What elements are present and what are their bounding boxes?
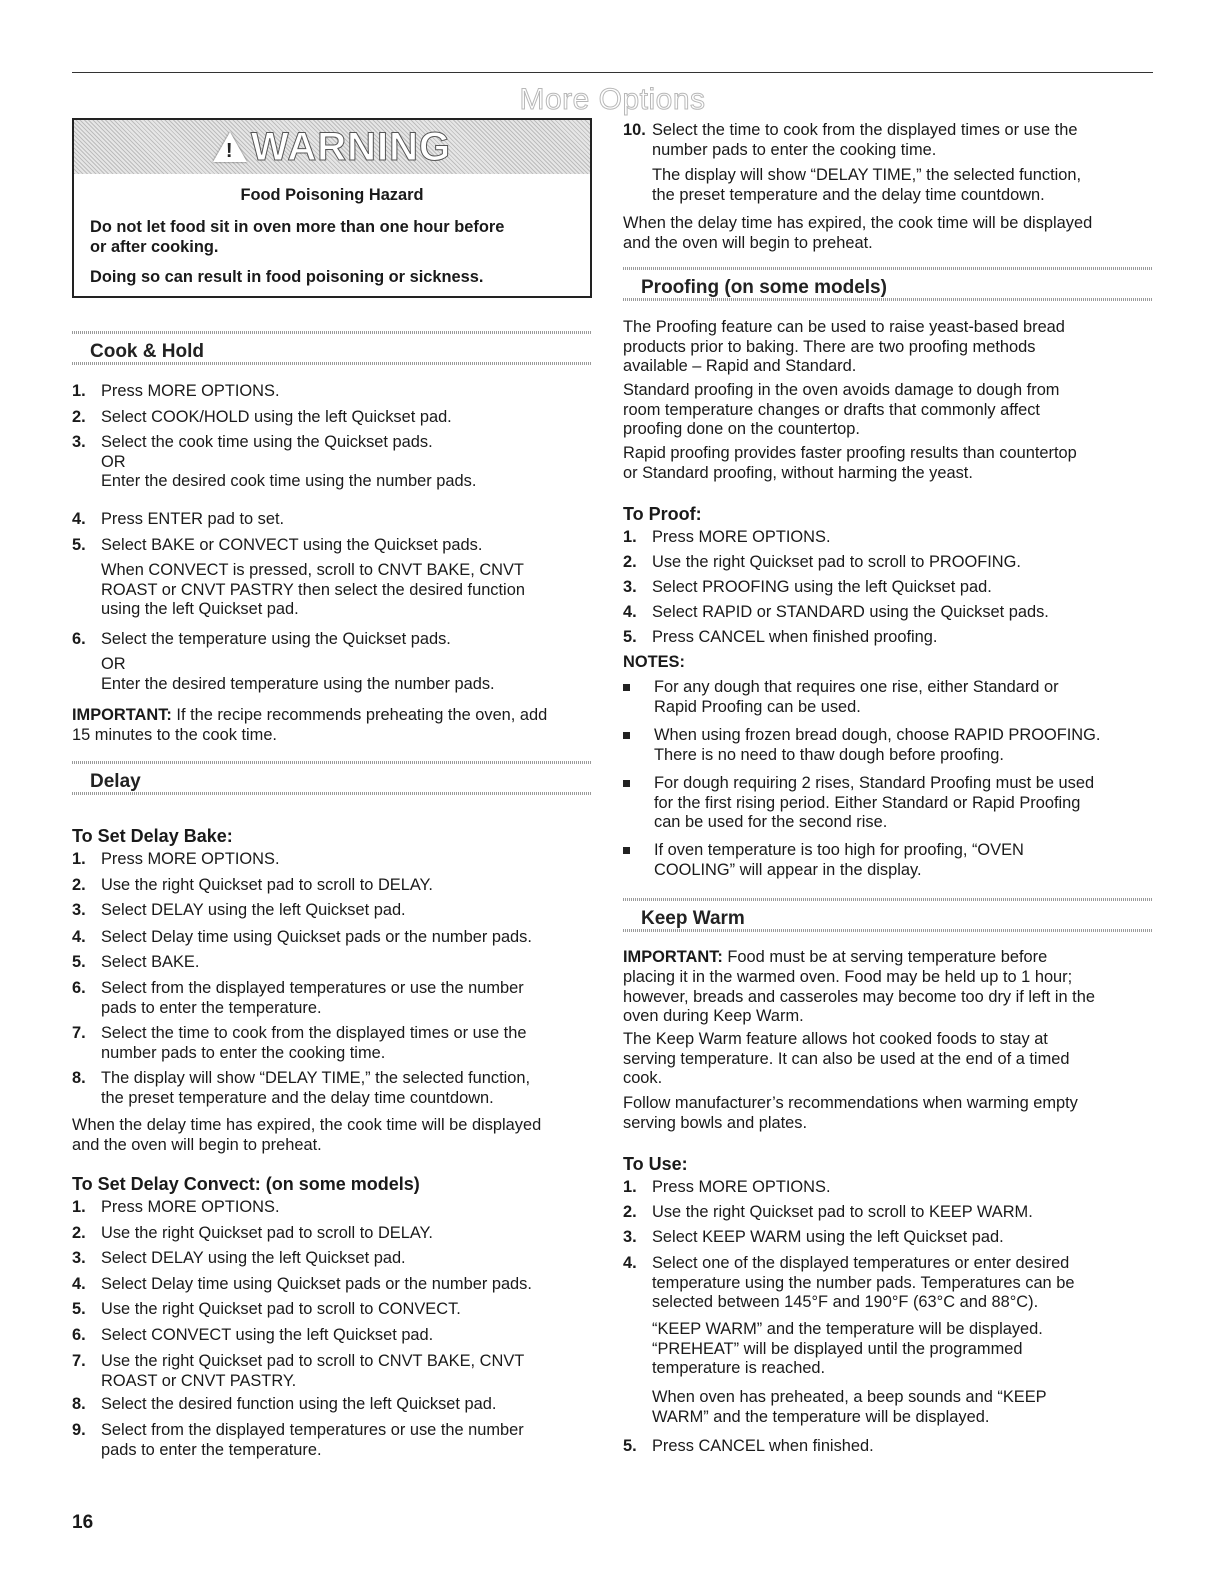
- bullet-square-icon: [623, 732, 630, 739]
- step-number: 3.: [623, 578, 637, 596]
- note-text: For dough requiring 2 rises, Standard Proofing must be used for the first rising period. Either Standard or Rapid Proofing can be used for the second rise.: [654, 774, 1095, 831]
- step-number: 3.: [72, 901, 86, 919]
- step-number: 1.: [72, 1198, 86, 1216]
- section-header-cook-hold: [72, 327, 592, 369]
- step-text: Use the right Quickset pad to scroll to CNVT BAKE, CNVT ROAST or CNVT PASTRY.: [101, 1352, 525, 1390]
- step-text: Select the cook time using the Quickset pads. OR Enter the desired cook time using the number pads.: [101, 433, 477, 490]
- step-number: 2.: [623, 553, 637, 571]
- step-text: Press MORE OPTIONS.: [101, 1198, 280, 1216]
- step-text: Select the time to cook from the displayed times or use the number pads to enter the cooking time.: [101, 1024, 527, 1062]
- keep-warm-recommend: Follow manufacturer’s recommendations when warming empty serving bowls and plates.: [623, 1094, 1078, 1132]
- step-text: The display will show “DELAY TIME,” the selected function, the preset temperature and the delay time countdown.: [101, 1069, 531, 1107]
- step-number: 5.: [72, 1300, 86, 1318]
- step-text: Select from the displayed temperatures or use the number pads to enter the temperature.: [101, 979, 524, 1017]
- keep-warm-desc: The Keep Warm feature allows hot cooked foods to stay at serving temperature. It can also be used at the end of a timed cook.: [623, 1030, 1070, 1087]
- section-title: Delay: [90, 771, 141, 792]
- step-text: Use the right Quickset pad to scroll to PROOFING.: [652, 553, 1021, 571]
- step-text: “KEEP WARM” and the temperature will be displayed. “PREHEAT” will be displayed until the programmed temperature is reached.: [652, 1320, 1043, 1377]
- important-note: [72, 706, 594, 726]
- step-number: 9.: [72, 1421, 86, 1439]
- step-text: The display will show “DELAY TIME,” the selected function, the preset temperature and the delay time countdown.: [652, 166, 1082, 204]
- subheading-delay-bake: To Set Delay Bake:: [72, 826, 233, 846]
- step-number: 3.: [72, 1249, 86, 1267]
- step-text: Select from the displayed temperatures or use the number pads to enter the temperature.: [101, 1421, 524, 1459]
- section-header-keep-warm: [623, 894, 1153, 936]
- step-text: Select CONVECT using the left Quickset pad.: [101, 1326, 434, 1344]
- step-text: When oven has preheated, a beep sounds and “KEEP WARM” and the temperature will be displayed.: [652, 1388, 1047, 1426]
- step-number: 1.: [72, 850, 86, 868]
- step-text: Select BAKE or CONVECT using the Quickset pads.: [101, 536, 483, 554]
- step-number: 8.: [72, 1069, 86, 1087]
- step-number: 1.: [623, 528, 637, 546]
- step-number: 4.: [623, 603, 637, 621]
- keep-warm-important-cont: placing it in the warmed oven. Food may be held up to 1 hour; however, breads and casseroles may become too dry if left in the oven during Keep Warm.: [623, 968, 1095, 1025]
- step-number: 4.: [72, 510, 86, 528]
- keep-warm-important: [623, 948, 1153, 968]
- step-number: 5.: [72, 953, 86, 971]
- step-text: When CONVECT is pressed, scroll to CNVT BAKE, CNVT ROAST or CNVT PASTRY then select the desired function using the left Quickset pad.: [101, 561, 525, 618]
- step-text: Select one of the displayed temperatures or enter desired temperature using the number pads. Temperatures can be selected between 145°F and 190°F (63°C and 88°C).: [652, 1254, 1075, 1311]
- section-title: Proofing (on some models): [641, 277, 887, 298]
- step-number: 6.: [72, 1326, 86, 1344]
- warning-box: [72, 118, 592, 298]
- step-number: 1.: [72, 382, 86, 400]
- subheading-to-proof: To Proof:: [623, 504, 702, 524]
- step-number: 1.: [623, 1178, 637, 1196]
- important-text: Food must be at serving temperature before: [722, 948, 1048, 966]
- step-text: OR Enter the desired temperature using the number pads.: [101, 655, 495, 693]
- proofing-rapid: Rapid proofing provides faster proofing results than countertop or Standard proofing, without harming the yeast.: [623, 444, 1077, 482]
- section-title: Cook & Hold: [90, 341, 204, 362]
- important-label: IMPORTANT:: [623, 948, 723, 966]
- bullet-square-icon: [623, 684, 630, 691]
- note-text: If oven temperature is too high for proofing, “OVEN COOLING” will appear in the display.: [654, 841, 1024, 879]
- hazard-line: or after cooking.: [90, 238, 219, 256]
- subheading-delay-convect: To Set Delay Convect: (on some models): [72, 1174, 420, 1194]
- hazard-title: Food Poisoning Hazard: [240, 186, 424, 204]
- step-text: Use the right Quickset pad to scroll to DELAY.: [101, 876, 433, 894]
- step-number: 8.: [72, 1395, 86, 1413]
- notes-label: NOTES:: [623, 653, 685, 671]
- section-header-proofing: [623, 263, 1153, 305]
- step-text: Select RAPID or STANDARD using the Quickset pads.: [652, 603, 1049, 621]
- hazard-line: Do not let food sit in oven more than one hour before: [90, 218, 505, 236]
- page-title: More Options: [519, 83, 706, 116]
- step-number: 10.: [623, 121, 646, 139]
- step-text: Press CANCEL when finished proofing.: [652, 628, 938, 646]
- page-number: 16: [72, 1512, 94, 1533]
- step-text: Use the right Quickset pad to scroll to CONVECT.: [101, 1300, 461, 1318]
- step-number: 4.: [72, 1275, 86, 1293]
- top-rule: [72, 72, 1153, 73]
- step-number: 6.: [72, 630, 86, 648]
- step-text: Select the desired function using the left Quickset pad.: [101, 1395, 497, 1413]
- step-text: Select COOK/HOLD using the left Quickset pad.: [101, 408, 452, 426]
- proofing-standard: Standard proofing in the oven avoids damage to dough from room temperature changes or drafts that commonly affect proofing done on the countertop.: [623, 381, 1060, 438]
- warning-banner: [74, 120, 590, 174]
- warning-label: WARNING: [250, 124, 452, 169]
- step-text: Press MORE OPTIONS.: [652, 528, 831, 546]
- step-text: Press MORE OPTIONS.: [101, 850, 280, 868]
- note-text: For any dough that requires one rise, either Standard or Rapid Proofing can be used.: [654, 678, 1059, 716]
- step-text: Press ENTER pad to set.: [101, 510, 285, 528]
- step-number: 5.: [623, 1437, 637, 1455]
- step-text: Select DELAY using the left Quickset pad.: [101, 901, 406, 919]
- step-text: Select the time to cook from the displayed times or use the number pads to enter the cooking time.: [652, 121, 1078, 159]
- note-text: When using frozen bread dough, choose RAPID PROOFING. There is no need to thaw dough before proofing.: [654, 726, 1101, 764]
- step-text: Select BAKE.: [101, 953, 200, 971]
- step-number: 3.: [623, 1228, 637, 1246]
- step-text: Select KEEP WARM using the left Quickset pad.: [652, 1228, 1004, 1246]
- step-number: 3.: [72, 433, 86, 451]
- step-text: Select PROOFING using the left Quickset pad.: [652, 578, 992, 596]
- step-text: Select DELAY using the left Quickset pad.: [101, 1249, 406, 1267]
- subheading-to-use: To Use:: [623, 1154, 688, 1174]
- bullet-square-icon: [623, 847, 630, 854]
- section-header-delay: [72, 757, 592, 799]
- step-text: Select the temperature using the Quickset pads.: [101, 630, 451, 648]
- step-text: Select Delay time using Quickset pads or the number pads.: [101, 928, 532, 946]
- step-text: Press CANCEL when finished.: [652, 1437, 874, 1455]
- step-text: Use the right Quickset pad to scroll to DELAY.: [101, 1224, 433, 1242]
- step-text: Select Delay time using Quickset pads or the number pads.: [101, 1275, 532, 1293]
- warning-heading: [213, 125, 451, 170]
- step-number: 5.: [72, 536, 86, 554]
- warning-triangle-icon: [213, 132, 247, 162]
- step-number: 2.: [623, 1203, 637, 1221]
- step-number: 7.: [72, 1024, 86, 1042]
- important-note-cont: 15 minutes to the cook time.: [72, 726, 277, 744]
- step-number: 2.: [72, 1224, 86, 1242]
- step-number: 4.: [72, 928, 86, 946]
- step-text: Press MORE OPTIONS.: [652, 1178, 831, 1196]
- proofing-intro: The Proofing feature can be used to raise yeast-based bread products prior to baking. There are two proofing methods available – Rapid and Standard.: [623, 318, 1065, 375]
- hazard-line: Doing so can result in food poisoning or sickness.: [90, 268, 484, 286]
- step-text: Press MORE OPTIONS.: [101, 382, 280, 400]
- important-text: If the recipe recommends preheating the oven, add: [171, 706, 548, 724]
- step-number: 7.: [72, 1352, 86, 1370]
- step-number: 2.: [72, 876, 86, 894]
- important-label: IMPORTANT:: [72, 706, 172, 724]
- delay-bake-after: When the delay time has expired, the cook time will be displayed and the oven will begin to preheat.: [72, 1116, 542, 1154]
- step-number: 2.: [72, 408, 86, 426]
- step-number: 6.: [72, 979, 86, 997]
- delay-convect-after: When the delay time has expired, the cook time will be displayed and the oven will begin to preheat.: [623, 214, 1093, 252]
- bullet-square-icon: [623, 780, 630, 787]
- section-title: Keep Warm: [641, 908, 745, 929]
- step-number: 5.: [623, 628, 637, 646]
- step-text: Use the right Quickset pad to scroll to KEEP WARM.: [652, 1203, 1033, 1221]
- step-number: 4.: [623, 1254, 637, 1272]
